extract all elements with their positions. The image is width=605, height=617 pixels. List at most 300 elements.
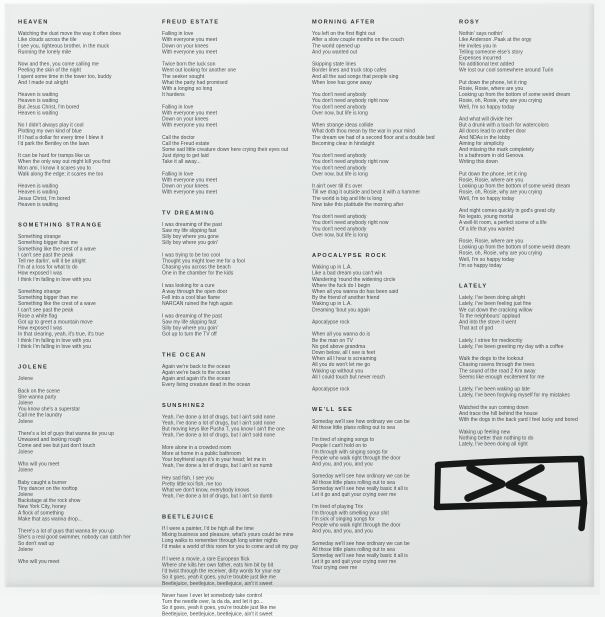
stanza <box>162 475 308 499</box>
lyric-line: I'm tired of playing Trix <box>312 504 364 510</box>
lyric-line: People I can't hold on to <box>312 443 367 449</box>
lyric-line: How exposed I was <box>18 325 63 332</box>
lyric-line: I'm through with smelling your shit <box>312 510 389 516</box>
lyric-line: How exposed I was <box>18 270 63 277</box>
lyric-line: By the friend of another friend <box>312 295 380 301</box>
stanza <box>18 431 164 455</box>
song-title: FREUD ESTATE <box>162 19 220 25</box>
lyric-line: She's a real good swimmer, nobody can catch her <box>18 534 131 541</box>
lyric-line: Telling someone else's story <box>459 49 523 55</box>
lyric-line: All those little plans rolling out to sea <box>312 546 395 553</box>
lyric-line: The dream we had of a second floor and a double bed <box>312 134 435 141</box>
lyric-line: Of a life that you wanted <box>459 226 515 232</box>
lyric-line: And trace the hill behind the house <box>459 411 538 417</box>
lyric-line: Peeling the skin of the night <box>18 67 81 74</box>
lyric-line: Becoming clear in hindsight <box>312 140 375 147</box>
lyric-line: Waking up in L.A. <box>312 301 352 307</box>
lyric-line: Falling in love <box>162 171 194 177</box>
lyric-line: To the neighbours' applaud <box>459 313 521 319</box>
lyric-line: I'd twist through the receiver, dirty words for your ear <box>162 568 281 575</box>
lyric-line: After a slow couple months on the couch <box>312 37 405 43</box>
lyric-line: Come and see but just don't touch <box>18 443 96 449</box>
lyric-line: Apocalypse rock <box>312 319 350 325</box>
stanza <box>18 153 164 177</box>
lyric-line: Backstage at the rock show <box>18 498 81 504</box>
lyric-line: With everyone you meet <box>162 110 218 116</box>
lyric-line: But moving keys like Pusha T, you know I ain't the one <box>162 426 285 433</box>
lyric-line: Well, I'm so happy today <box>459 256 515 263</box>
lyric-line: Rose a white flag <box>18 313 58 319</box>
song-heaven <box>18 19 164 208</box>
stanza <box>312 332 458 381</box>
lyric-line: Mixing business and pleasure, what's yours could be mine <box>162 532 294 538</box>
lyric-line: The seeker sought <box>162 73 205 80</box>
lyric-line: And what will divide her <box>459 116 513 122</box>
lyric-line: The world is big and life is long <box>312 195 383 202</box>
logo-box-bottom <box>437 503 584 507</box>
lyric-line: Where the fuck do I begin <box>312 282 371 289</box>
lyric-line: Tell me darlin', will it be alright <box>18 258 86 264</box>
lyric-line: Skipping state lines <box>312 61 357 68</box>
lyric-line: Hey sad fish, I see you <box>162 475 214 481</box>
lyric-line: I can't see past the peak <box>18 307 74 313</box>
lyric-line: Over now, but life is long <box>312 232 368 238</box>
lyric-line: Lately, I've been doing alright <box>459 295 526 301</box>
stanza <box>162 171 308 195</box>
lyric-line: Jesus Christ, I'm bored <box>18 195 71 202</box>
stanza <box>18 462 164 474</box>
lyric-line: It ain't over till it's over <box>312 183 363 190</box>
stanza <box>18 123 164 147</box>
lyric-line: You know she's a superstar <box>18 406 81 413</box>
lyric-line: You don't need anybody <box>312 153 367 159</box>
lyric-line: Jolene <box>18 449 34 455</box>
lyric-line: Rosie, Rosie, where are you <box>459 86 524 92</box>
lyric-line: Make that ass wanna drop... <box>18 516 83 522</box>
lyric-line: So don't wait up <box>18 540 55 547</box>
lyric-line: And I made out alright <box>18 79 69 86</box>
lyric-line: Unwaxed and looking rough <box>18 437 82 443</box>
lyric-line: You don't need anybody <box>312 104 367 110</box>
song-title: HEAVEN <box>18 19 49 25</box>
lyric-line: With everyone you meet <box>162 49 218 55</box>
lyric-line: Back on the scene <box>18 388 60 394</box>
song-lately <box>459 283 605 448</box>
lyric-line: She wanna party <box>18 394 57 400</box>
lyric-line: Got up to greet a mountain move <box>18 319 93 326</box>
lyric-line: If I were a painter, I'd be high all the time <box>162 525 254 532</box>
lyric-line: I'm through with singing songs for <box>312 449 389 455</box>
song-title: APOCALYPSE ROCK <box>312 252 388 259</box>
lyric-line: Jolene <box>18 546 34 553</box>
stanza <box>162 526 308 550</box>
lyric-line: Well, I'm so happy today <box>459 104 515 110</box>
lyric-line: Tiny dancer on the rooftop <box>18 485 78 492</box>
lyric-line: A way through the open door <box>162 289 228 295</box>
stanza <box>18 184 164 208</box>
lyric-line: Someday we'll see how really basic it all is <box>312 485 408 492</box>
lyric-line: With everyone you meet <box>162 122 218 129</box>
lyric-line: Watching the dust move the way it often does <box>18 31 121 37</box>
lyric-line: Yeah, I've done a lot of drugs, but I ain't sold none <box>162 414 276 420</box>
lyric-line: More alone in a crowded room <box>162 444 231 451</box>
stanza <box>18 31 164 55</box>
lyric-line: Watched the sun coming down <box>459 404 529 411</box>
lyric-line: Jolene <box>18 467 34 474</box>
song-rosy <box>459 19 605 269</box>
lyric-line: Heaven is waiting <box>18 183 59 190</box>
lyric-line: Over now, but life is long <box>312 171 368 177</box>
lyric-line: Fell into a cool blue flame <box>162 295 221 301</box>
lyric-line: Jolene <box>18 418 34 425</box>
stanza <box>162 222 308 246</box>
lyric-line: If I had a dollar for every time I blew it <box>18 134 104 141</box>
stanza <box>162 445 308 469</box>
lyric-line: You don't need anybody right now <box>312 98 389 104</box>
lyric-line: Chasing you across the beach <box>162 264 231 271</box>
stanza <box>18 559 164 565</box>
song-title: ROSY <box>459 19 480 25</box>
stanza <box>18 480 164 523</box>
lyric-line: In a bathroom in old Genova <box>459 153 524 159</box>
lyric-line: With the dogs in the back yard I feel lucky and bored <box>459 417 578 423</box>
lyric-line: The world opened up <box>312 43 360 49</box>
song-tv-dreaming <box>162 210 308 338</box>
lyric-line: I think I'm falling in love with you <box>18 343 92 350</box>
lyric-line: All those little plans rolling out to sea <box>312 479 395 486</box>
lyric-line: I see you, righteous brother, in the muck <box>18 43 109 49</box>
lyric-line: I was dreaming of the past <box>162 221 222 228</box>
lyric-line: And NDAs in the lobby <box>459 134 511 141</box>
song-title: THE OCEAN <box>162 351 207 358</box>
lyric-line: All you do won't let me go <box>312 362 371 368</box>
lyric-line: What doth thou mean by the war in your mind <box>312 128 416 135</box>
lyric-line: I'm so happy today <box>459 262 502 269</box>
lyric-line: Down on your knees <box>162 116 209 122</box>
lyric-line: Something like the crest of a wave <box>18 301 96 307</box>
stanza <box>459 171 605 202</box>
lyric-line: It hardens <box>162 92 185 98</box>
lyric-line: Looking up from the bottom of some weird dream <box>459 92 571 98</box>
lyric-line: Apocalypse rock <box>312 386 350 393</box>
lyric-line: And night comes quickly in god's great city <box>459 208 556 214</box>
lyric-line: What we don't know, everybody knows <box>162 487 250 494</box>
lyric-line: Saw my life slipping fast <box>162 319 217 325</box>
lyric-line: All doors lead to another door <box>459 128 527 135</box>
lyric-line: I was looking for a cure <box>162 282 215 289</box>
stanza <box>162 135 308 166</box>
lyric-line: Heaven is waiting <box>18 201 59 208</box>
lyric-line: What the party had promised <box>162 79 228 86</box>
stanza <box>162 593 308 617</box>
stanza <box>312 123 458 147</box>
stanza <box>162 364 308 388</box>
lyric-line: But a drunk with a touch for watercolors <box>459 122 549 129</box>
lyric-line: Take it all away... <box>162 159 201 165</box>
lyric-line: I'd make a world of this room for you to come and sit my guy <box>162 544 299 550</box>
lyric-line: And you, and you, and you <box>312 461 373 467</box>
song-morning-after <box>312 19 458 239</box>
song-title: WE'LL SEE <box>312 406 354 413</box>
stanza <box>459 208 605 232</box>
lyric-line: Silly boy where you goin' <box>162 325 219 332</box>
lyric-line: Down on your knees <box>162 183 209 190</box>
lyric-line: Waking up feeling new <box>459 429 511 435</box>
lyric-line: Silly boy where you goin' <box>162 240 219 246</box>
lyric-line: Like Anderson .Paak at the orgy <box>459 37 532 43</box>
lyric-line: I'm tired of singing songs to <box>312 437 375 443</box>
lyric-line: Rosie, Rosie, where are you <box>459 238 524 245</box>
squint-face-logo-icon <box>433 453 601 535</box>
song-title: LATELY <box>459 283 488 290</box>
lyric-line: Who will you meet <box>18 461 60 468</box>
lyric-line: Falling in love <box>162 104 194 110</box>
lyric-line: No I didn't always play it cool <box>18 122 84 129</box>
song-something-strange <box>18 222 164 350</box>
lyric-line: Lately, I strive for mediocrity <box>459 337 523 344</box>
lyric-line: Expenses incurred <box>459 55 502 61</box>
stanza <box>312 153 458 177</box>
lyric-line: We lost our cool somewhere around Turin <box>459 67 554 74</box>
lyric-line: So it goes, yeah it goes, you're trouble just like me <box>162 574 276 581</box>
lyric-line: And into the stove it went <box>459 319 517 326</box>
lyric-line: Now and then, you come calling me <box>18 61 99 68</box>
lyric-line: Silly boy where you gone <box>162 234 219 240</box>
lyric-line: No legato, young mortal <box>459 214 514 220</box>
lyric-line: Something strange <box>18 289 61 295</box>
stanza <box>18 376 164 382</box>
lyric-line: When strange ideas collide <box>312 122 374 129</box>
song-apocalypse-rock <box>312 253 458 393</box>
lyric-line: Let it go and quit your crying over me <box>312 559 397 565</box>
lyric-line: I'm at a loss for what to do <box>18 264 78 271</box>
lyric-line: Went out looking for another one <box>162 67 237 74</box>
lyric-line: Turn the needle over, la da da, and let it go... <box>162 599 264 605</box>
lyric-line: Nothing better than nothing to do <box>459 435 534 441</box>
lyric-line: Something strange <box>18 234 61 240</box>
lyric-line: You don't need anybody <box>312 226 367 232</box>
lyric-line: I spent some time in the tower too, buddy <box>18 73 112 80</box>
stanza <box>312 387 458 393</box>
lyric-line: Jolene <box>18 376 34 382</box>
song-jolene <box>18 364 164 565</box>
lyric-line: There's a lot of guys that wanna tie you up <box>18 431 114 437</box>
lyric-line: When love has gone away <box>312 79 372 86</box>
lyric-line: Again and again it's the ocean <box>162 376 231 382</box>
lyric-line: Border lines and truck stop cafes <box>312 67 387 74</box>
lyric-line: Long walks to remember through long winter nights <box>162 538 278 544</box>
lyric-line: Lately, I've been forgiving myself for my mistakes <box>459 392 570 399</box>
lyric-line: I can't see past the peak <box>18 252 74 258</box>
lyric-line: Writing this down <box>459 159 498 165</box>
lyric-line: No god above grandma <box>312 343 366 350</box>
lyric-line: Someday we'll see how ordinary we can be <box>312 418 410 425</box>
lyric-line: Someday we'll see how really basic it all is <box>312 553 408 559</box>
lyric-line: People who walk right through the door <box>312 522 401 528</box>
lyric-line: So it goes, yeah it goes, you're trouble just like me <box>162 605 276 611</box>
lyric-line: There's a lot of guys that wanna tie you up <box>18 528 114 535</box>
stanza <box>18 234 164 283</box>
stanza <box>312 419 458 431</box>
lyric-line: Dreaming 'bout you again <box>312 307 371 313</box>
lyric-line: Saw my life slipping fast <box>162 228 217 234</box>
lyric-line: Over now, but life is long <box>312 110 368 116</box>
lyric-line: Mon ami, I know it scares you to <box>18 165 92 171</box>
lyric-line: Again we're back to the ocean <box>162 370 231 376</box>
lyric-line: Beetlejuice, beetlejuice, beetlejuice, ain't it sweet <box>162 611 273 617</box>
stanza <box>312 92 458 116</box>
lyric-line: Lately, I've been feeling just fine <box>459 301 532 307</box>
lyric-line: With everyone you meet <box>162 37 218 43</box>
lyric-line: All I could touch but never reach <box>312 374 386 380</box>
lyric-line: I was trying to be too cool <box>162 252 221 258</box>
lyric-line: Rosie, Rosie, where are you <box>459 177 524 184</box>
lyric-line: Got up to turn the TV off <box>162 331 217 338</box>
lyric-line: A well-lit room, a perfect scene of a life <box>459 220 547 226</box>
lyric-line: And all the sad songs that people sing <box>312 73 399 80</box>
lyric-line: Thought you might love me for a fool <box>162 258 245 264</box>
stanza <box>459 405 605 423</box>
lyric-line: When all I hear is screaming <box>312 356 377 362</box>
lyric-line: Someday we'll see how ordinary we can be <box>312 473 410 480</box>
paper-content <box>5 4 594 617</box>
lyric-line: Like a bad dream you can't win <box>312 270 383 277</box>
lyric-line: I think I'm falling in love with you <box>18 276 92 283</box>
song-title: MORNING AFTER <box>312 19 376 25</box>
lyric-line: You don't need anybody right now <box>312 220 389 226</box>
song-title: TV DREAMING <box>162 209 216 216</box>
lyric-line: New York City, honey <box>18 504 67 510</box>
lyric-line: With everyone you meet <box>162 189 218 196</box>
lyric-line: Waking up in L.A. <box>312 264 352 271</box>
lyric-line: When all you wanna do is <box>312 331 371 338</box>
stanza <box>162 313 308 337</box>
logo-box-left <box>437 465 438 507</box>
stanza <box>312 320 458 326</box>
lyric-line: Again we're back to the ocean <box>162 363 231 370</box>
lyric-line: I'd park the Bentley on the lawn <box>18 140 90 147</box>
song-the-ocean <box>162 352 308 389</box>
stanza <box>162 62 308 99</box>
lyric-line: Lately, I've been doing all right <box>459 441 528 448</box>
lyric-line: When the only way out might kill you first <box>18 159 111 165</box>
lyric-line: And you wanted out <box>312 49 358 55</box>
lyric-line: Now take this platitude the morning after <box>312 201 404 208</box>
lyric-line: That act of god <box>459 325 494 332</box>
lyric-line: Down on your knees <box>162 43 209 49</box>
lyric-line: Something like the crest of a wave <box>18 246 96 252</box>
lyric-line: You don't need anybody <box>312 214 367 220</box>
lyric-line: Like clouds across the tile <box>18 37 77 43</box>
lyric-line: Someday we'll see how ordinary we can be <box>312 540 410 547</box>
lyric-line: Well, I'm so happy today <box>459 195 515 202</box>
lyric-line: All those little plans rolling out to sea <box>312 424 395 431</box>
stanza <box>162 31 308 55</box>
lyric-line: Looking up from the bottom of some weird dream <box>459 183 571 190</box>
song-title: SUNSHINE2 <box>162 402 206 409</box>
lyric-line: You don't need anybody right now <box>312 159 389 165</box>
stanza <box>162 283 308 307</box>
stanza <box>459 356 605 380</box>
lyric-line: Never have I ever let somebody take control <box>162 593 262 599</box>
lyric-line: Yeah, I've done a lot of drugs, but I ain't so numb <box>162 463 273 469</box>
song-title: SOMETHING STRANGE <box>18 222 103 228</box>
lyric-line: Where she kills her own father, eats him bit by bit <box>162 562 274 568</box>
lyric-line: Be the man on TV <box>312 337 354 344</box>
lyric-line: We cut down the cracking willow <box>459 307 533 313</box>
lyric-line: Heaven is waiting <box>18 98 59 104</box>
lyric-line: A flock of something <box>18 510 64 516</box>
stanza <box>312 265 458 314</box>
lyric-line: Seems like enough excitement for me <box>459 374 545 380</box>
song-title: BEETLEJUICE <box>162 513 215 520</box>
lyric-line: Yeah, I've done a lot of drugs, but I ain't so dumb <box>162 493 273 500</box>
stanza <box>312 62 458 86</box>
lyric-line: Jolene <box>18 492 34 498</box>
lyric-line: And missing the mark completely <box>459 147 534 153</box>
lyric-line: Rosie, oh, Rosie, why are you crying <box>459 189 542 196</box>
lyric-line: Some sad little creature down here crying their eyes out <box>162 147 289 153</box>
lyric-line: But Jesus Christ, I'm bored <box>18 104 80 110</box>
lyric-line: More at home in a public bathroom <box>162 451 241 457</box>
song-title: JOLENE <box>18 364 48 371</box>
lyric-line: Rosie, oh, Rosie, why are you crying <box>459 250 542 257</box>
lyric-line: The sound of the road 2 Km away <box>459 368 536 374</box>
lyric-line: If I were a movie, a rare European flick <box>162 556 250 562</box>
lyrics-column-2 <box>162 19 308 617</box>
logo-box-top <box>438 459 581 465</box>
lyric-line: Jolene <box>18 400 34 407</box>
lyric-line: Your boyfriend says it's in your head; let me in <box>162 457 267 463</box>
stanza <box>459 387 605 399</box>
lyric-line: Baby caught a burner <box>18 479 67 486</box>
lyric-line: Heaven is waiting <box>18 92 59 98</box>
stanza <box>18 388 164 425</box>
lyric-line: Looking up from the bottom of some weird dream <box>459 244 571 251</box>
stanza <box>312 541 458 572</box>
lyric-line: Walk the dogs to the lookout <box>459 356 524 362</box>
stanza <box>18 62 164 86</box>
lyric-line: I think I'm falling in love with you <box>18 337 92 344</box>
lyric-line: Waking up without you <box>312 368 364 374</box>
lyric-line: Nothin' says nothin' <box>459 31 504 37</box>
logo-left-angle-glyph <box>509 468 543 499</box>
stanza <box>312 214 458 238</box>
lyric-line: Something bigger than me <box>18 295 78 301</box>
lyric-line: Yeah, I've done a lot of drugs, but I ain't sold none <box>162 432 276 439</box>
lyric-line: It can be hard for tramps like us <box>18 153 90 159</box>
lyric-line: Put down the phone, let it ring <box>459 171 527 177</box>
lyric-line: I'm sick of singing songs for <box>312 516 375 522</box>
stanza <box>459 429 605 447</box>
lyric-line: Call the Freud estate <box>162 140 210 147</box>
lyric-line: You don't need anybody <box>312 165 367 171</box>
lyric-line: Falling in love <box>162 31 194 37</box>
lyric-line: Wandering 'round the widening circle <box>312 276 396 283</box>
lyric-line: No additional text added <box>459 61 515 68</box>
lyric-line: And you, and you, and you <box>312 528 373 535</box>
lyric-line: Who will you meet <box>18 559 60 565</box>
stanza <box>459 239 605 270</box>
lyric-line: Lately, I've been waking up late <box>459 386 530 393</box>
lyric-line: Your crying over me <box>312 565 358 571</box>
lyric-line: You left on the first flight out <box>312 31 376 37</box>
lyric-line: Plotting my own kind of blue <box>18 128 82 135</box>
lyric-line: Just dying to get laid <box>162 153 209 159</box>
stanza <box>162 104 308 128</box>
lyric-line: Yeah, I've done a lot of drugs, but I ain't sold none <box>162 420 276 426</box>
stanza <box>459 117 605 166</box>
